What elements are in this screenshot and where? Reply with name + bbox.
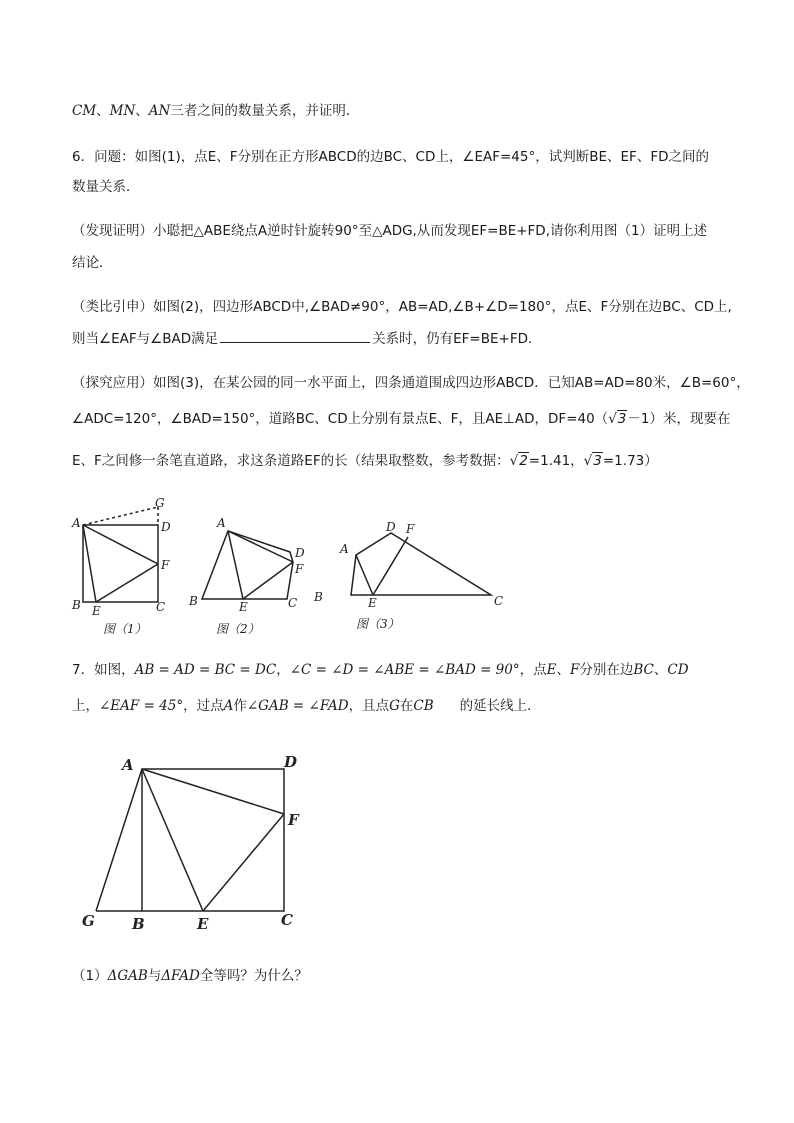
q6-line-4: 结论． xyxy=(72,255,113,271)
q7-sub-question-1 xyxy=(72,966,308,986)
text: 、 xyxy=(653,662,668,678)
label-b: B xyxy=(189,594,198,608)
math-triangle-gab: ΔGAB xyxy=(107,968,148,984)
label-b: B xyxy=(314,590,323,604)
separator: ， xyxy=(276,662,290,678)
q6-line-9b: =1.41， xyxy=(528,453,584,469)
radicand-2: 2 xyxy=(519,453,528,469)
math-eaf: ∠EAF = 45° xyxy=(99,698,184,714)
text-rest: 三者之间的数量关系，并证明． xyxy=(170,103,360,119)
q6-line-6b: 关系时，仍有EF=BE+FD． xyxy=(372,331,542,347)
figure-2 xyxy=(202,531,293,599)
q6-line-9 xyxy=(72,451,658,471)
figure-1 xyxy=(83,507,158,602)
label-e: E xyxy=(92,604,101,618)
math-equal-sides: AB = AD = BC = DC xyxy=(134,662,277,678)
segment-ae xyxy=(356,555,373,595)
separator: 、 xyxy=(135,103,149,119)
label-d: D xyxy=(295,546,305,560)
text: ，点 xyxy=(519,662,547,678)
q6-line-9a: E、F之间修一条笔直道路，求这条道路EF的长（结果取整数，参考数据： xyxy=(72,453,510,469)
q7-line-2 xyxy=(72,696,541,716)
label-f: F xyxy=(406,522,415,536)
q6-line-8b: －1）米，现要在 xyxy=(627,411,731,427)
label-c: C xyxy=(156,600,166,614)
segment-ef xyxy=(243,562,293,599)
math-e: E xyxy=(546,662,557,678)
sub-number: （1） xyxy=(72,968,108,984)
math-right-angles: ∠C = ∠D = ∠ABE = ∠BAD = 90° xyxy=(289,662,520,678)
label-g: G xyxy=(82,912,95,930)
segment-ef xyxy=(373,537,408,595)
math-g: G xyxy=(389,698,400,714)
math-cm: CM xyxy=(72,103,97,119)
q6-line-1: 6．问题：如图(1)，点E、F分别在正方形ABCD的边BC、CD上，∠EAF=45°，试判断BE、EF、FD之间的 xyxy=(72,149,709,165)
segment-ae xyxy=(228,531,243,599)
label-d: D xyxy=(161,520,171,534)
caption-fig-2: 图（2） xyxy=(216,622,260,636)
label-d: D xyxy=(284,753,298,771)
label-c: C xyxy=(494,594,504,608)
segment-ag xyxy=(83,507,158,525)
text: 分别在边 xyxy=(579,662,634,678)
label-e: E xyxy=(239,600,248,614)
text: 的延长线上． xyxy=(459,698,541,714)
text: 与 xyxy=(147,968,162,984)
radicand-3: 3 xyxy=(617,411,627,427)
math-mn: MN xyxy=(109,103,136,119)
q7-number: 7．如图， xyxy=(72,662,135,678)
text: ，过点 xyxy=(183,698,224,714)
text-line-cm-mn-an xyxy=(72,101,359,121)
text: 全等吗？为什么？ xyxy=(199,968,308,984)
math-a: A xyxy=(223,698,234,714)
q6-figures xyxy=(66,493,506,643)
q6-line-7: （探究应用）如图(3)，在某公园的同一水平面上，四条通道围成四边形ABCD．已知AB=AD=80米，∠B=60°， xyxy=(72,375,750,391)
label-f: F xyxy=(288,811,299,829)
q6-line-2: 数量关系． xyxy=(72,179,140,195)
quadrilateral-abcd xyxy=(351,533,491,595)
q6-line-3: （发现证明）小聪把△ABE绕点A逆时针旋转90°至△ADG,从而发现EF=BE+FD,请你利用图（1）证明上述 xyxy=(72,223,708,239)
q6-line-8a: ∠ADC=120°，∠BAD=150°，道路BC、CD上分别有景点E、F，且AE⊥AD，DF=40（ xyxy=(72,411,609,427)
q7-figure xyxy=(78,752,318,942)
math-f: F xyxy=(569,662,580,678)
math-cd: CD xyxy=(667,662,689,678)
label-c: C xyxy=(288,596,298,610)
figure-3 xyxy=(351,533,491,595)
segment-af xyxy=(83,525,158,564)
q6-line-6 xyxy=(72,328,542,349)
label-a: A xyxy=(217,516,226,530)
math-gab-fad: ∠GAB = ∠FAD xyxy=(246,698,349,714)
segment-af xyxy=(142,769,284,814)
label-f: F xyxy=(295,562,304,576)
q6-line-9c: =1.73） xyxy=(602,453,658,469)
label-b: B xyxy=(132,915,145,933)
q6-line-5: （类比引申）如图(2)，四边形ABCD中,∠BAD≠90°，AB=AD,∠B+∠D=180°，点E、F分别在边BC、CD上, xyxy=(72,299,732,315)
label-b: B xyxy=(72,598,81,612)
label-e: E xyxy=(197,915,209,933)
sqrt-symbol: √ xyxy=(608,411,617,427)
quadrilateral-abcd xyxy=(202,531,293,599)
text: ，且点 xyxy=(348,698,390,714)
label-a: A xyxy=(340,542,349,556)
label-a: A xyxy=(72,516,81,530)
separator: 、 xyxy=(96,103,110,119)
sqrt-symbol: √ xyxy=(583,453,593,469)
q6-line-6a: 则当∠EAF与∠BAD满足 xyxy=(72,331,219,347)
segment-ae xyxy=(142,769,203,911)
label-f: F xyxy=(161,558,170,572)
segment-af xyxy=(228,531,293,562)
segment-ae xyxy=(83,525,96,602)
radicand-3: 3 xyxy=(593,453,602,469)
segment-ag xyxy=(96,769,142,911)
label-d: D xyxy=(386,520,396,534)
label-a: A xyxy=(122,756,134,774)
math-triangle-fad: ΔFAD xyxy=(161,968,200,984)
text: 作 xyxy=(233,698,247,714)
caption-fig-3: 图（3） xyxy=(356,617,400,631)
text: 在 xyxy=(399,698,414,714)
math-an: AN xyxy=(148,103,171,119)
segment-ef xyxy=(203,814,284,911)
text: 、 xyxy=(556,662,570,678)
caption-fig-1: 图（1） xyxy=(103,622,147,636)
label-c: C xyxy=(281,911,293,929)
q6-line-8 xyxy=(72,409,730,429)
label-e: E xyxy=(368,596,377,610)
label-g: G xyxy=(155,496,165,510)
text: 上， xyxy=(72,698,99,714)
math-cb: CB xyxy=(413,698,434,714)
segment-ef xyxy=(96,564,158,602)
answer-blank xyxy=(220,328,370,343)
sqrt-symbol: √ xyxy=(509,453,519,469)
q7-line-1 xyxy=(72,660,689,680)
math-bc: BC xyxy=(633,662,654,678)
